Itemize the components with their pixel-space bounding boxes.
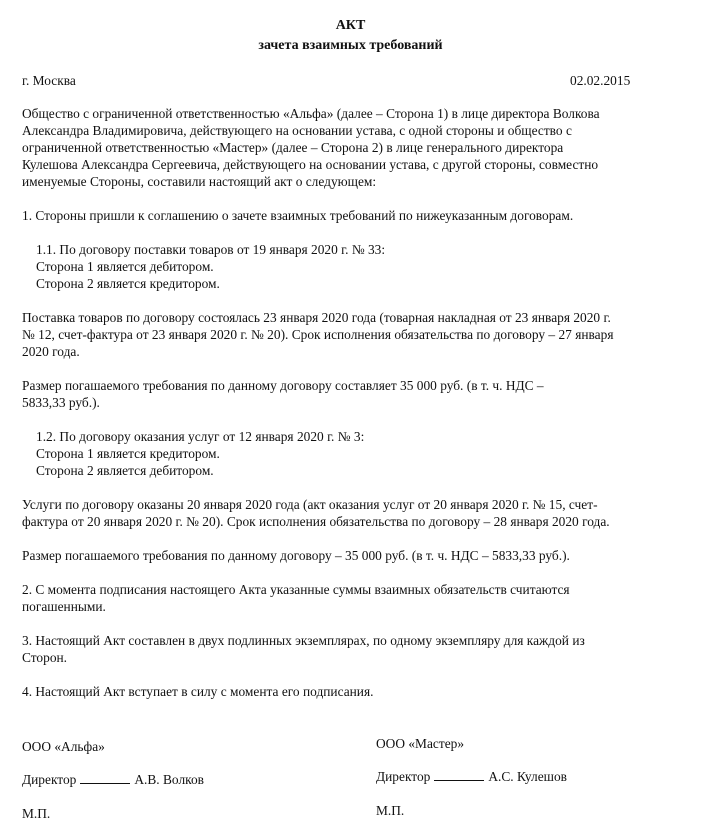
signature-right-row: [376, 768, 567, 785]
sub-2-role-1: Сторона 1 является кредитором.: [36, 446, 220, 461]
signature-right-line: [434, 768, 484, 781]
sub-1-role-2: Сторона 2 является кредитором.: [36, 276, 220, 291]
clause-3-line-2: Сторон.: [22, 650, 68, 665]
signature-right-name: А.С. Кулешов: [488, 769, 567, 784]
intro-line-2: Александра Владимировича, действующего на основании устава, с одной стороны и общество с: [22, 123, 572, 138]
document-subtitle: зачета взаимных требований: [258, 38, 443, 53]
clause-1: 1. Стороны пришли к соглашению о зачете взаимных требований по нижеуказанным договорам.: [22, 208, 574, 223]
clause-3-line-1: 3. Настоящий Акт составлен в двух подлинных экземплярах, по одному экземпляру для каждой из: [22, 633, 585, 648]
amount-1-line-1: Размер погашаемого требования по данному договору составляет 35 000 руб. (в т. ч. НДС –: [22, 378, 544, 393]
signature-left-row: [22, 771, 204, 788]
clause-2-line-2: погашенными.: [22, 599, 106, 614]
document-date: 02.02.2015: [570, 73, 631, 88]
services-line-1: Услуги по договору оказаны 20 января 2020 года (акт оказания услуг от 20 января 2020 г. № 15, счет-: [22, 497, 598, 512]
signature-right-position: Директор: [376, 769, 431, 784]
amount-1-line-2: 5833,33 руб.).: [22, 395, 100, 410]
delivery-line-1: Поставка товаров по договору состоялась 23 января 2020 года (товарная накладная от 23 января 2020 г.: [22, 310, 611, 325]
intro-line-3: ограниченной ответственностью «Мастер» (далее – Сторона 2) в лице генерального директора: [22, 140, 564, 155]
intro-line-1: Общество с ограниченной ответственностью «Альфа» (далее – Сторона 1) в лице директора Волкова: [22, 106, 600, 121]
amount-2: Размер погашаемого требования по данному договору – 35 000 руб. (в т. ч. НДС – 5833,33 руб.).: [22, 548, 570, 563]
signature-left-position: Директор: [22, 772, 77, 787]
signature-right-seal: М.П.: [376, 803, 405, 818]
delivery-line-3: 2020 года.: [22, 344, 80, 359]
clause-2-line-1: 2. С момента подписания настоящего Акта указанные суммы взаимных обязательств считаются: [22, 582, 570, 597]
delivery-line-2: № 12, счет-фактура от 23 января 2020 г. № 20). Срок исполнения обязательства по договору – 27 января: [22, 327, 614, 342]
intro-line-4: Кулешова Александра Сергеевича, действующего на основании устава, с другой стороны, совместно: [22, 157, 599, 172]
signature-left-seal: М.П.: [22, 806, 51, 821]
sub-2-role-2: Сторона 2 является дебитором.: [36, 463, 214, 478]
document-title: АКТ: [335, 18, 366, 33]
sub-1-role-1: Сторона 1 является дебитором.: [36, 259, 214, 274]
signature-left-org: ООО «Альфа»: [22, 739, 105, 754]
signature-right-org: ООО «Мастер»: [376, 736, 465, 751]
signature-left-line: [80, 771, 130, 784]
sub-2-heading: 1.2. По договору оказания услуг от 12 января 2020 г. № 3:: [36, 429, 365, 444]
services-line-2: фактура от 20 января 2020 г. № 20). Срок исполнения обязательства по договору – 28 января 2020 года.: [22, 514, 610, 529]
intro-line-5: именуемые Стороны, составили настоящий акт о следующем:: [22, 174, 377, 189]
signature-left-name: А.В. Волков: [134, 772, 204, 787]
clause-4: 4. Настоящий Акт вступает в силу с момента его подписания.: [22, 684, 374, 699]
sub-1-heading: 1.1. По договору поставки товаров от 19 января 2020 г. № 33:: [36, 242, 386, 257]
city: г. Москва: [22, 73, 76, 88]
